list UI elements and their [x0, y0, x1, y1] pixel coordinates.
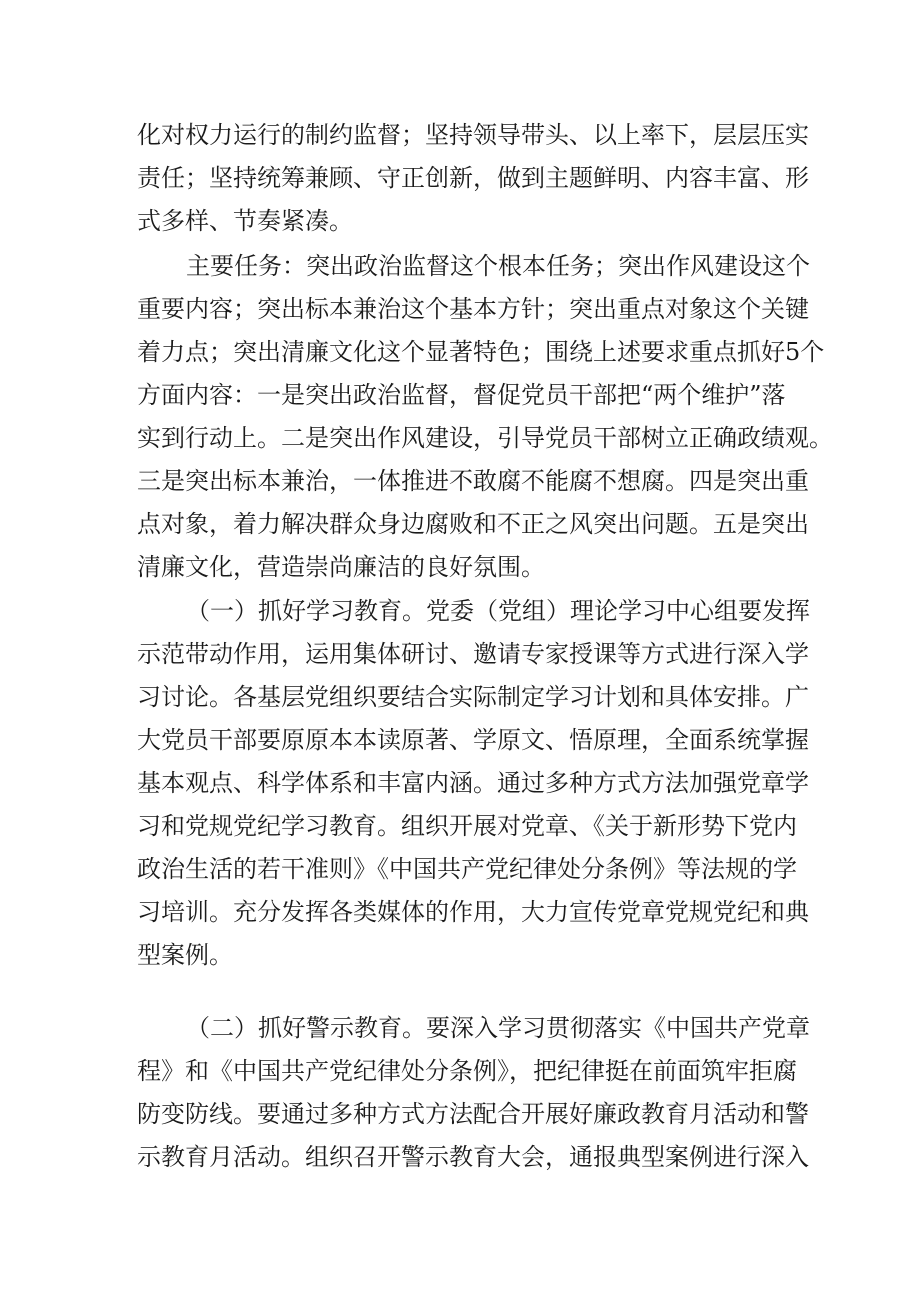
text-line: 方面内容：一是突出政治监督，督促党员干部把“两个维护”落	[137, 381, 786, 409]
text-line: （二）抓好警示教育。要深入学习贯彻落实《中国共产党章	[186, 1014, 810, 1042]
text-line: 实到行动上。二是突出作风建设，引导党员干部树立正确政绩观。	[137, 424, 833, 452]
text-line: 着力点；突出清廉文化这个显著特色；围绕上述要求重点抓好5个	[137, 338, 825, 366]
text-line: 程》和《中国共产党纪律处分条例》，把纪律挺在前面筑牢拒腐	[137, 1057, 797, 1085]
text-line: 习培训。充分发挥各类媒体的作用，大力宣传党章党规党纪和典	[137, 898, 809, 926]
text-line: 习和党规党纪学习教育。组织开展对党章、《关于新形势下党内	[137, 812, 797, 840]
text-line: 示教育月活动。组织召开警示教育大会，通报典型案例进行深入	[137, 1143, 809, 1171]
text-line: 主要任务：突出政治监督这个根本任务；突出作风建设这个	[186, 252, 810, 280]
text-line: 化对权力运行的制约监督；坚持领导带头、以上率下，层层压实	[137, 121, 809, 149]
text-line: 式多样、节奏紧凑。	[137, 207, 353, 235]
text-line: 三是突出标本兼治，一体推进不敢腐不能腐不想腐。四是突出重	[137, 467, 809, 495]
text-line: 防变防线。要通过多种方式方法配合开展好廉政教育月活动和警	[137, 1100, 809, 1128]
text-line: （一）抓好学习教育。党委（党组）理论学习中心组要发挥	[186, 597, 810, 625]
text-line: 政治生活的若干准则》《中国共产党纪律处分条例》等法规的学	[137, 855, 797, 883]
text-line: 基本观点、科学体系和丰富内涵。通过多种方式方法加强党章学	[137, 769, 809, 797]
text-line: 点对象，着力解决群众身边腐败和不正之风突出问题。五是突出	[137, 510, 809, 538]
text-line: 大党员干部要原原本本读原著、学原文、悟原理，全面系统掌握	[137, 726, 809, 754]
text-line: 习讨论。各基层党组织要结合实际制定学习计划和具体安排。广	[137, 683, 809, 711]
text-line: 示范带动作用，运用集体研讨、邀请专家授课等方式进行深入学	[137, 640, 809, 668]
text-line: 型案例。	[137, 941, 233, 969]
text-line: 清廉文化，营造崇尚廉洁的良好氛围。	[137, 553, 545, 581]
text-line: 责任；坚持统筹兼顾、守正创新，做到主题鲜明、内容丰富、形	[137, 164, 809, 192]
text-line: 重要内容；突出标本兼治这个基本方针；突出重点对象这个关键	[137, 295, 809, 323]
